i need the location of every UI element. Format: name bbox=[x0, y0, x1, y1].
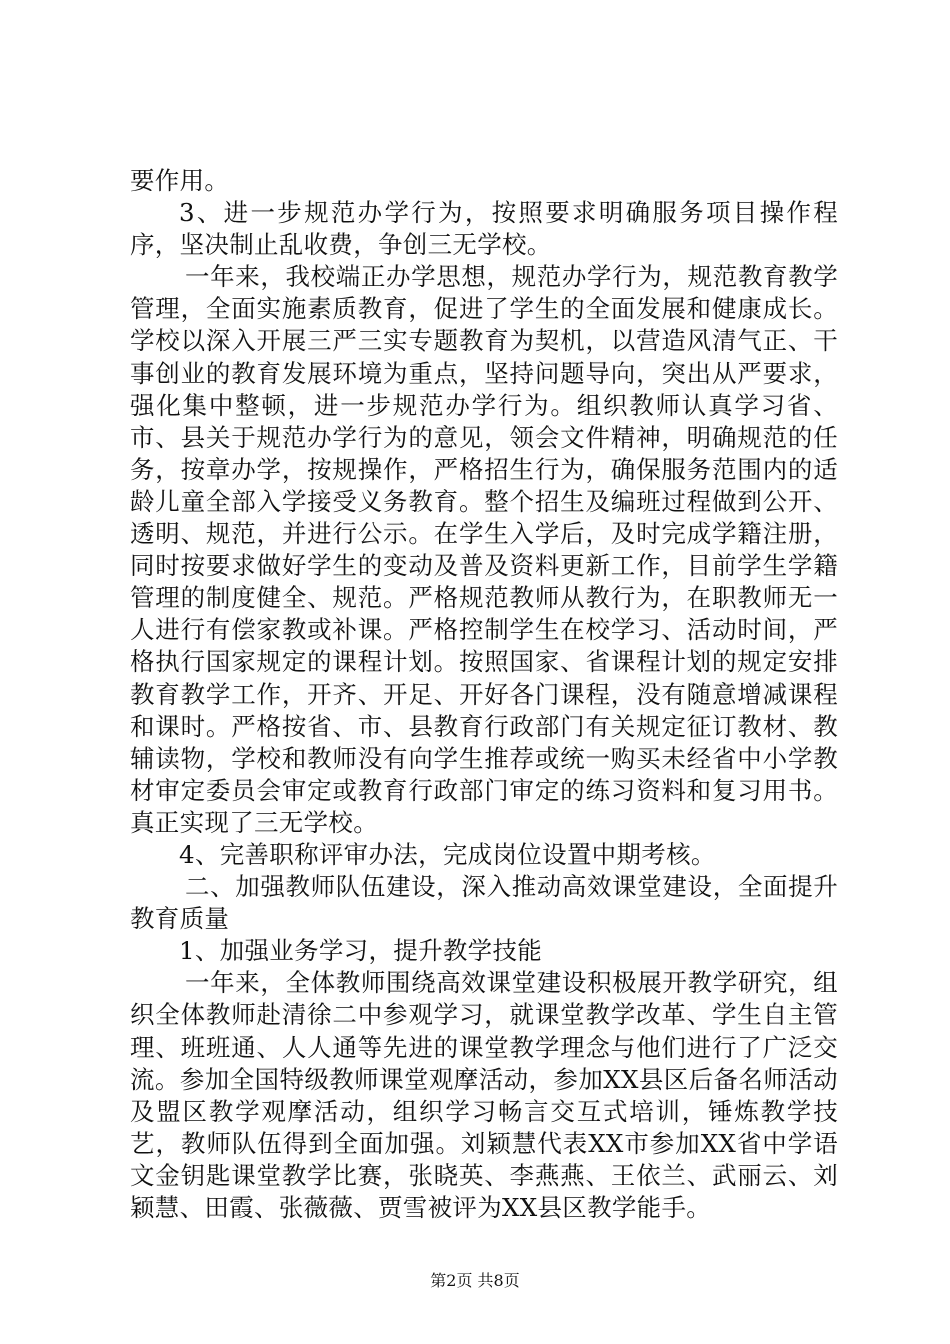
paragraph-item-3: 3、进一步规范办学行为，按照要求明确服务项目操作程序，坚决制止乱收费，争创三无学校。 bbox=[130, 198, 838, 260]
paragraph-teacher-training: 一年来，全体教师围绕高效课堂建设积极展开教学研究，组织全体教师赴清徐二中参观学习，就课堂教学改革、学生自主管理、班班通、人人通等先进的课堂教学理念与他们进行了广泛交流。参加全国特级教师课堂观摩活动，参加XX县区后备名师活动及盟区教学观摩活动，组织学习畅言交互式培训，锤炼教学技艺，教师队伍得到全面加强。刘颖慧代表XX市参加XX省中学语文金钥匙课堂教学比赛，张晓英、李燕燕、王依兰、武丽云、刘颖慧、田霞、张薇薇、贾雪被评为XX县区教学能手。 bbox=[130, 968, 838, 1222]
paragraph-item-4: 4、完善职称评审办法，完成岗位设置中期考核。 bbox=[179, 839, 716, 869]
subheading-1: 1、加强业务学习，提升教学技能 bbox=[179, 936, 543, 966]
section-heading-2: 二、加强教师队伍建设，深入推动高效课堂建设，全面提升教育质量 bbox=[130, 872, 838, 934]
document-body bbox=[130, 165, 838, 1224]
paragraph-school-conduct: 一年来，我校端正办学思想，规范办学行为，规范教育教学管理，全面实施素质教育，促进了学生的全面发展和健康成长。学校以深入开展三严三实专题教育为契机，以营造风清气正、干事创业的教育发展环境为重点，坚持问题导向，突出从严要求，强化集中整顿，进一步规范办学行为。组织教师认真学习省、市、县关于规范办学行为的意见，领会文件精神，明确规范的任务，按章办学，按规操作，严格招生行为，确保服务范围内的适龄儿童全部入学接受义务教育。整个招生及编班过程做到公开、透明、规范，并进行公示。在学生入学后，及时完成学籍注册，同时按要求做好学生的变动及普及资料更新工作，目前学生学籍管理的制度健全、规范。严格规范教师从教行为，在职教师无一人进行有偿家教或补课。严格控制学生在校学习、活动时间，严格执行国家规定的课程计划。按照国家、省课程计划的规定安排教育教学工作，开齐、开足、开好各门课程，没有随意增减课程和课时。严格按省、市、县教育行政部门有关规定征订教材、教辅读物，学校和教师没有向学生推荐或统一购买未经省中小学教材审定委员会审定或教育行政部门审定的练习资料和复习用书。真正实现了三无学校。 bbox=[130, 262, 838, 837]
paragraph-continuation: 要作用。 bbox=[130, 166, 230, 195]
page-footer: 第2页 共8页 bbox=[430, 1271, 520, 1290]
